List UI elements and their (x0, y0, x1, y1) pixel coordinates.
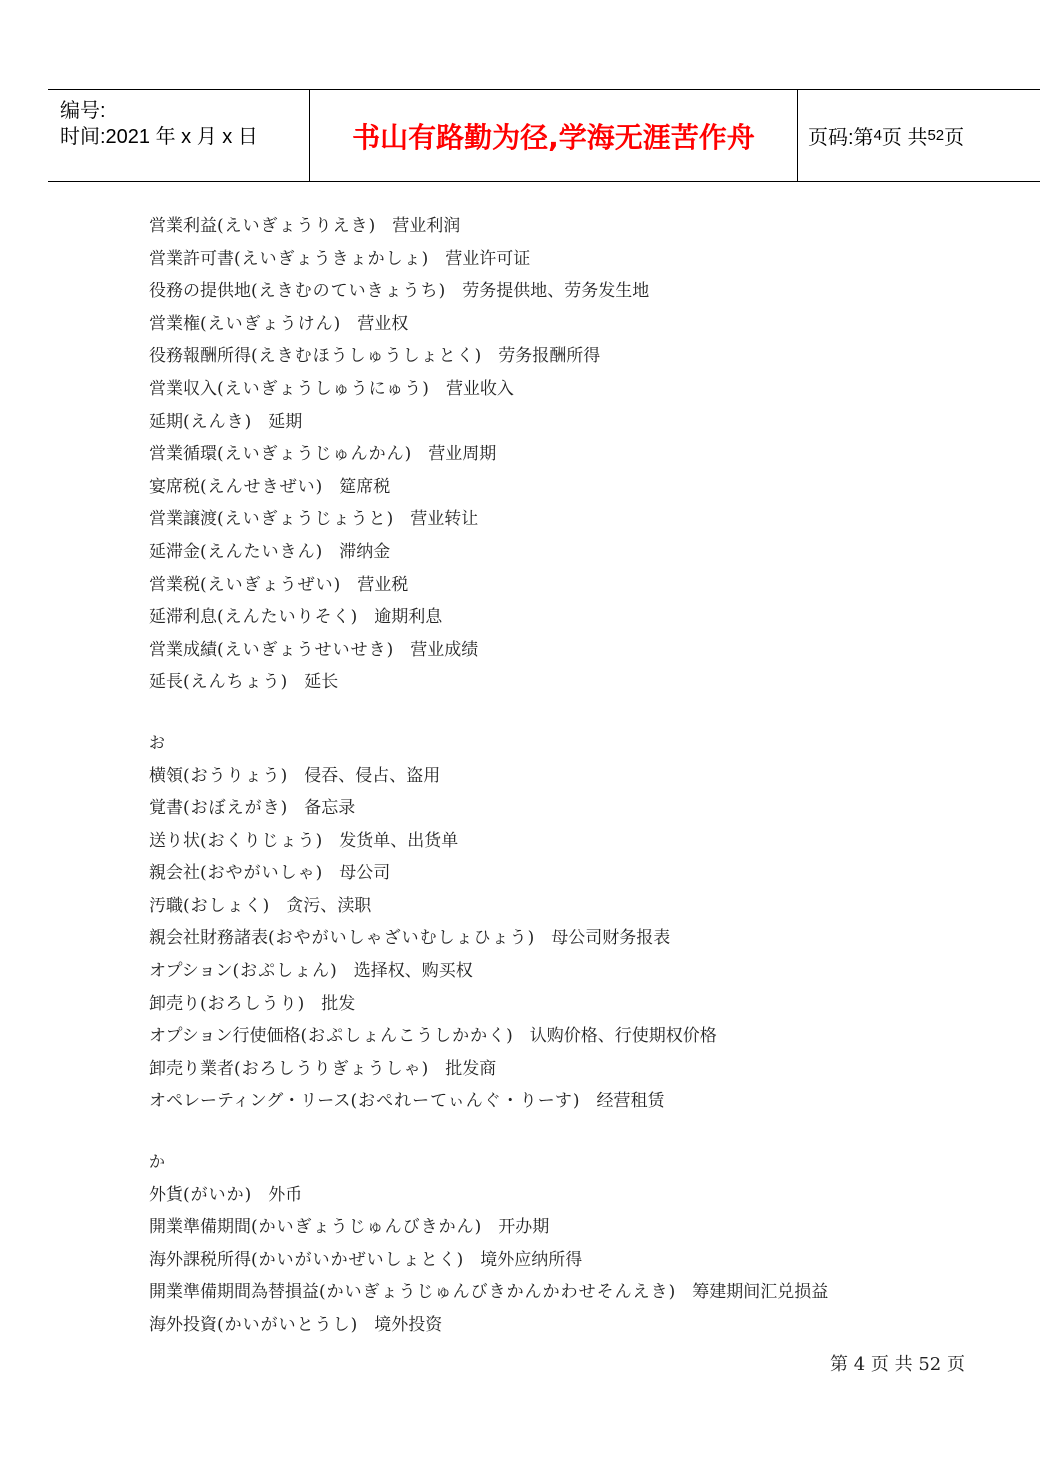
entry-term: 親会社 (149, 863, 200, 884)
entry-meaning: 发货单、出货单 (339, 830, 459, 851)
section-heading: お (149, 732, 166, 752)
entry-term: 営業収入 (149, 378, 217, 399)
entry-reading: (えいぎょうぜい) (200, 574, 342, 595)
glossary-entry (149, 634, 1009, 667)
entry-meaning: 营业收入 (445, 378, 514, 399)
entry-reading: (えいぎょうきょかしょ) (234, 248, 430, 269)
page-total: 52 (927, 127, 945, 144)
entry-reading: (えきむほうしゅうしょとく) (251, 346, 483, 367)
glossary-entry (149, 825, 1009, 858)
glossary-entry (149, 210, 1009, 243)
entry-term: オプション行使価格 (149, 1026, 301, 1047)
entry-meaning: 营业税 (357, 574, 409, 595)
document-number-label: 编号: (60, 100, 106, 122)
entry-term: 営業税 (149, 574, 200, 595)
entry-reading: (おくりじょう) (200, 830, 324, 851)
glossary-entry (149, 1211, 1009, 1244)
glossary-entry (149, 792, 1009, 825)
entry-meaning: 批发 (321, 993, 356, 1014)
glossary-entry (149, 890, 1009, 923)
entry-meaning: 境外投资 (374, 1315, 443, 1335)
entry-term: 送り状 (149, 830, 200, 851)
entry-meaning: 开办期 (498, 1217, 550, 1238)
glossary-entry (149, 308, 1009, 341)
entry-reading: (えんたいきん) (200, 541, 324, 562)
entry-reading: (かいがいとうし) (217, 1315, 359, 1335)
document-date: 时间:2021 年 x 月 x 日 (60, 126, 258, 148)
entry-reading: (えいぎょうけん) (200, 313, 342, 334)
header-info-cell (48, 90, 310, 181)
entry-reading: (おぺれーてぃんぐ・りーす) (350, 1091, 581, 1112)
entry-reading: (おやがいしゃざいむしょひょう) (268, 928, 536, 949)
entry-meaning: 批发商 (445, 1058, 497, 1079)
entry-meaning: 境外应纳所得 (480, 1249, 583, 1270)
glossary-entry (149, 955, 1009, 988)
glossary-entry (149, 536, 1009, 569)
glossary-entry (149, 922, 1009, 955)
entry-reading: (えいぎょうじゅんかん) (217, 444, 413, 465)
entry-meaning: 滞纳金 (339, 541, 391, 562)
entry-term: 営業利益 (149, 216, 217, 236)
section-spacer (149, 1118, 1009, 1146)
entry-meaning: 贪污、渎职 (286, 895, 372, 916)
entry-term: 汚職 (149, 895, 183, 916)
entry-meaning: 外币 (268, 1184, 303, 1205)
entry-meaning: 母公司 (339, 863, 391, 884)
entry-term: 開業準備期間 (149, 1217, 251, 1238)
glossary-entry (149, 760, 1009, 793)
glossary-entry (149, 1020, 1009, 1053)
entry-term: 海外投資 (149, 1315, 217, 1335)
glossary-content (149, 210, 1009, 1342)
entry-term: 営業成績 (149, 639, 217, 660)
entry-term: 営業許可書 (149, 248, 234, 269)
entry-term: 営業循環 (149, 444, 217, 465)
entry-reading: (おぷしょんこうしかかく) (300, 1026, 514, 1047)
entry-term: 卸売り業者 (149, 1058, 234, 1079)
entry-reading: (えいぎょうしゅうにゅう) (217, 378, 430, 399)
entry-reading: (えんせきぜい) (200, 476, 324, 497)
entry-term: 覚書 (149, 798, 183, 819)
entry-term: 外貨 (149, 1184, 183, 1205)
entry-meaning: 侵吞、侵占、盗用 (304, 765, 441, 786)
page-footer: 第 4 页 共 52 页 (830, 1354, 965, 1375)
entry-term: オペレーティング・リース (149, 1091, 351, 1112)
page-mid: 页 共 (881, 127, 928, 149)
entry-term: 営業譲渡 (149, 509, 217, 530)
entry-meaning: 筹建期间汇兑损益 (692, 1282, 829, 1303)
entry-term: 営業権 (149, 313, 200, 334)
glossary-entry (149, 666, 1009, 699)
section-spacer (149, 699, 1009, 727)
entry-term: 横領 (149, 765, 183, 786)
entry-reading: (かいがいかぜいしょとく) (251, 1249, 465, 1270)
entry-reading: (かいぎょうじゅんびきかん) (251, 1217, 483, 1238)
entry-meaning: 劳务提供地、劳务发生地 (462, 281, 650, 302)
entry-meaning: 延长 (304, 672, 339, 693)
entry-reading: (えんき) (183, 411, 253, 432)
glossary-entry (149, 1053, 1009, 1086)
header-motto: 书山有路勤为径,学海无涯苦作舟 (310, 90, 798, 181)
entry-term: 親会社財務諸表 (149, 928, 268, 949)
entry-meaning: 营业许可证 (445, 248, 531, 269)
page-suffix: 页 (944, 127, 965, 149)
entry-reading: (がいか) (183, 1184, 253, 1205)
glossary-entry (149, 1244, 1009, 1277)
entry-reading: (おやがいしゃ) (200, 863, 324, 884)
entry-term: 役務の提供地 (149, 281, 251, 302)
page-current: 4 (873, 127, 882, 144)
entry-term: 開業準備期間為替損益 (149, 1282, 319, 1303)
entry-reading: (おしょく) (183, 895, 271, 916)
entry-reading: (えいぎょうせいせき) (217, 639, 395, 660)
glossary-entry (149, 1085, 1009, 1118)
entry-meaning: 选择权、购买权 (353, 961, 473, 982)
entry-meaning: 营业周期 (428, 444, 497, 465)
entry-meaning: 认购价格、行使期权价格 (529, 1026, 717, 1047)
entry-meaning: 延期 (268, 411, 303, 432)
entry-term: 延滞金 (149, 541, 200, 562)
entry-reading: (えんたいりそく) (217, 607, 359, 628)
entry-reading: (おうりょう) (183, 765, 289, 786)
page-prefix: 页码:第 (808, 127, 874, 149)
entry-meaning: 逾期利息 (374, 607, 443, 628)
glossary-entry (149, 373, 1009, 406)
entry-term: 延長 (149, 672, 183, 693)
glossary-entry (149, 243, 1009, 276)
entry-meaning: 经营租赁 (596, 1091, 665, 1112)
entry-term: 卸売り (149, 993, 200, 1014)
entry-term: 海外課税所得 (149, 1249, 251, 1270)
entry-reading: (えんちょう) (183, 672, 289, 693)
glossary-entry (149, 275, 1009, 308)
entry-meaning: 营业成绩 (410, 639, 479, 660)
entry-term: 延期 (149, 411, 183, 432)
entry-reading: (おぼえがき) (183, 798, 289, 819)
entry-reading: (えいぎょうりえき) (217, 216, 377, 236)
entry-term: 延滞利息 (149, 607, 217, 628)
glossary-entry (149, 857, 1009, 890)
entry-reading: (おぷしょん) (232, 961, 338, 982)
glossary-entry (149, 471, 1009, 504)
glossary-entry (149, 1179, 1009, 1212)
entry-meaning: 营业利润 (392, 216, 461, 236)
entry-term: 宴席税 (149, 476, 200, 497)
entry-reading: (かいぎょうじゅんびきかんかわせそんえき) (319, 1282, 677, 1303)
glossary-entry (149, 1309, 1009, 1342)
glossary-entry (149, 340, 1009, 373)
entry-meaning: 营业权 (357, 313, 409, 334)
entry-reading: (おろしうりぎょうしゃ) (234, 1058, 430, 1079)
entry-meaning: 劳务报酬所得 (498, 346, 601, 367)
glossary-entry (149, 988, 1009, 1021)
glossary-entry (149, 438, 1009, 471)
glossary-entry (149, 406, 1009, 439)
glossary-entry (149, 569, 1009, 602)
entry-meaning: 备忘录 (304, 798, 356, 819)
entry-reading: (えいぎょうじょうと) (217, 509, 395, 530)
entry-reading: (おろしうり) (200, 993, 306, 1014)
entry-term: 役務報酬所得 (149, 346, 251, 367)
header-page-number (798, 90, 1040, 181)
entry-meaning: 营业转让 (410, 509, 479, 530)
entry-term: オプション (149, 961, 233, 982)
section-heading: か (149, 1152, 166, 1172)
page-header (48, 89, 1040, 182)
glossary-entry (149, 1276, 1009, 1309)
glossary-entry (149, 503, 1009, 536)
entry-reading: (えきむのていきょうち) (251, 281, 447, 302)
entry-meaning: 筵席税 (339, 476, 391, 497)
glossary-entry (149, 601, 1009, 634)
entry-meaning: 母公司财务报表 (551, 928, 671, 949)
